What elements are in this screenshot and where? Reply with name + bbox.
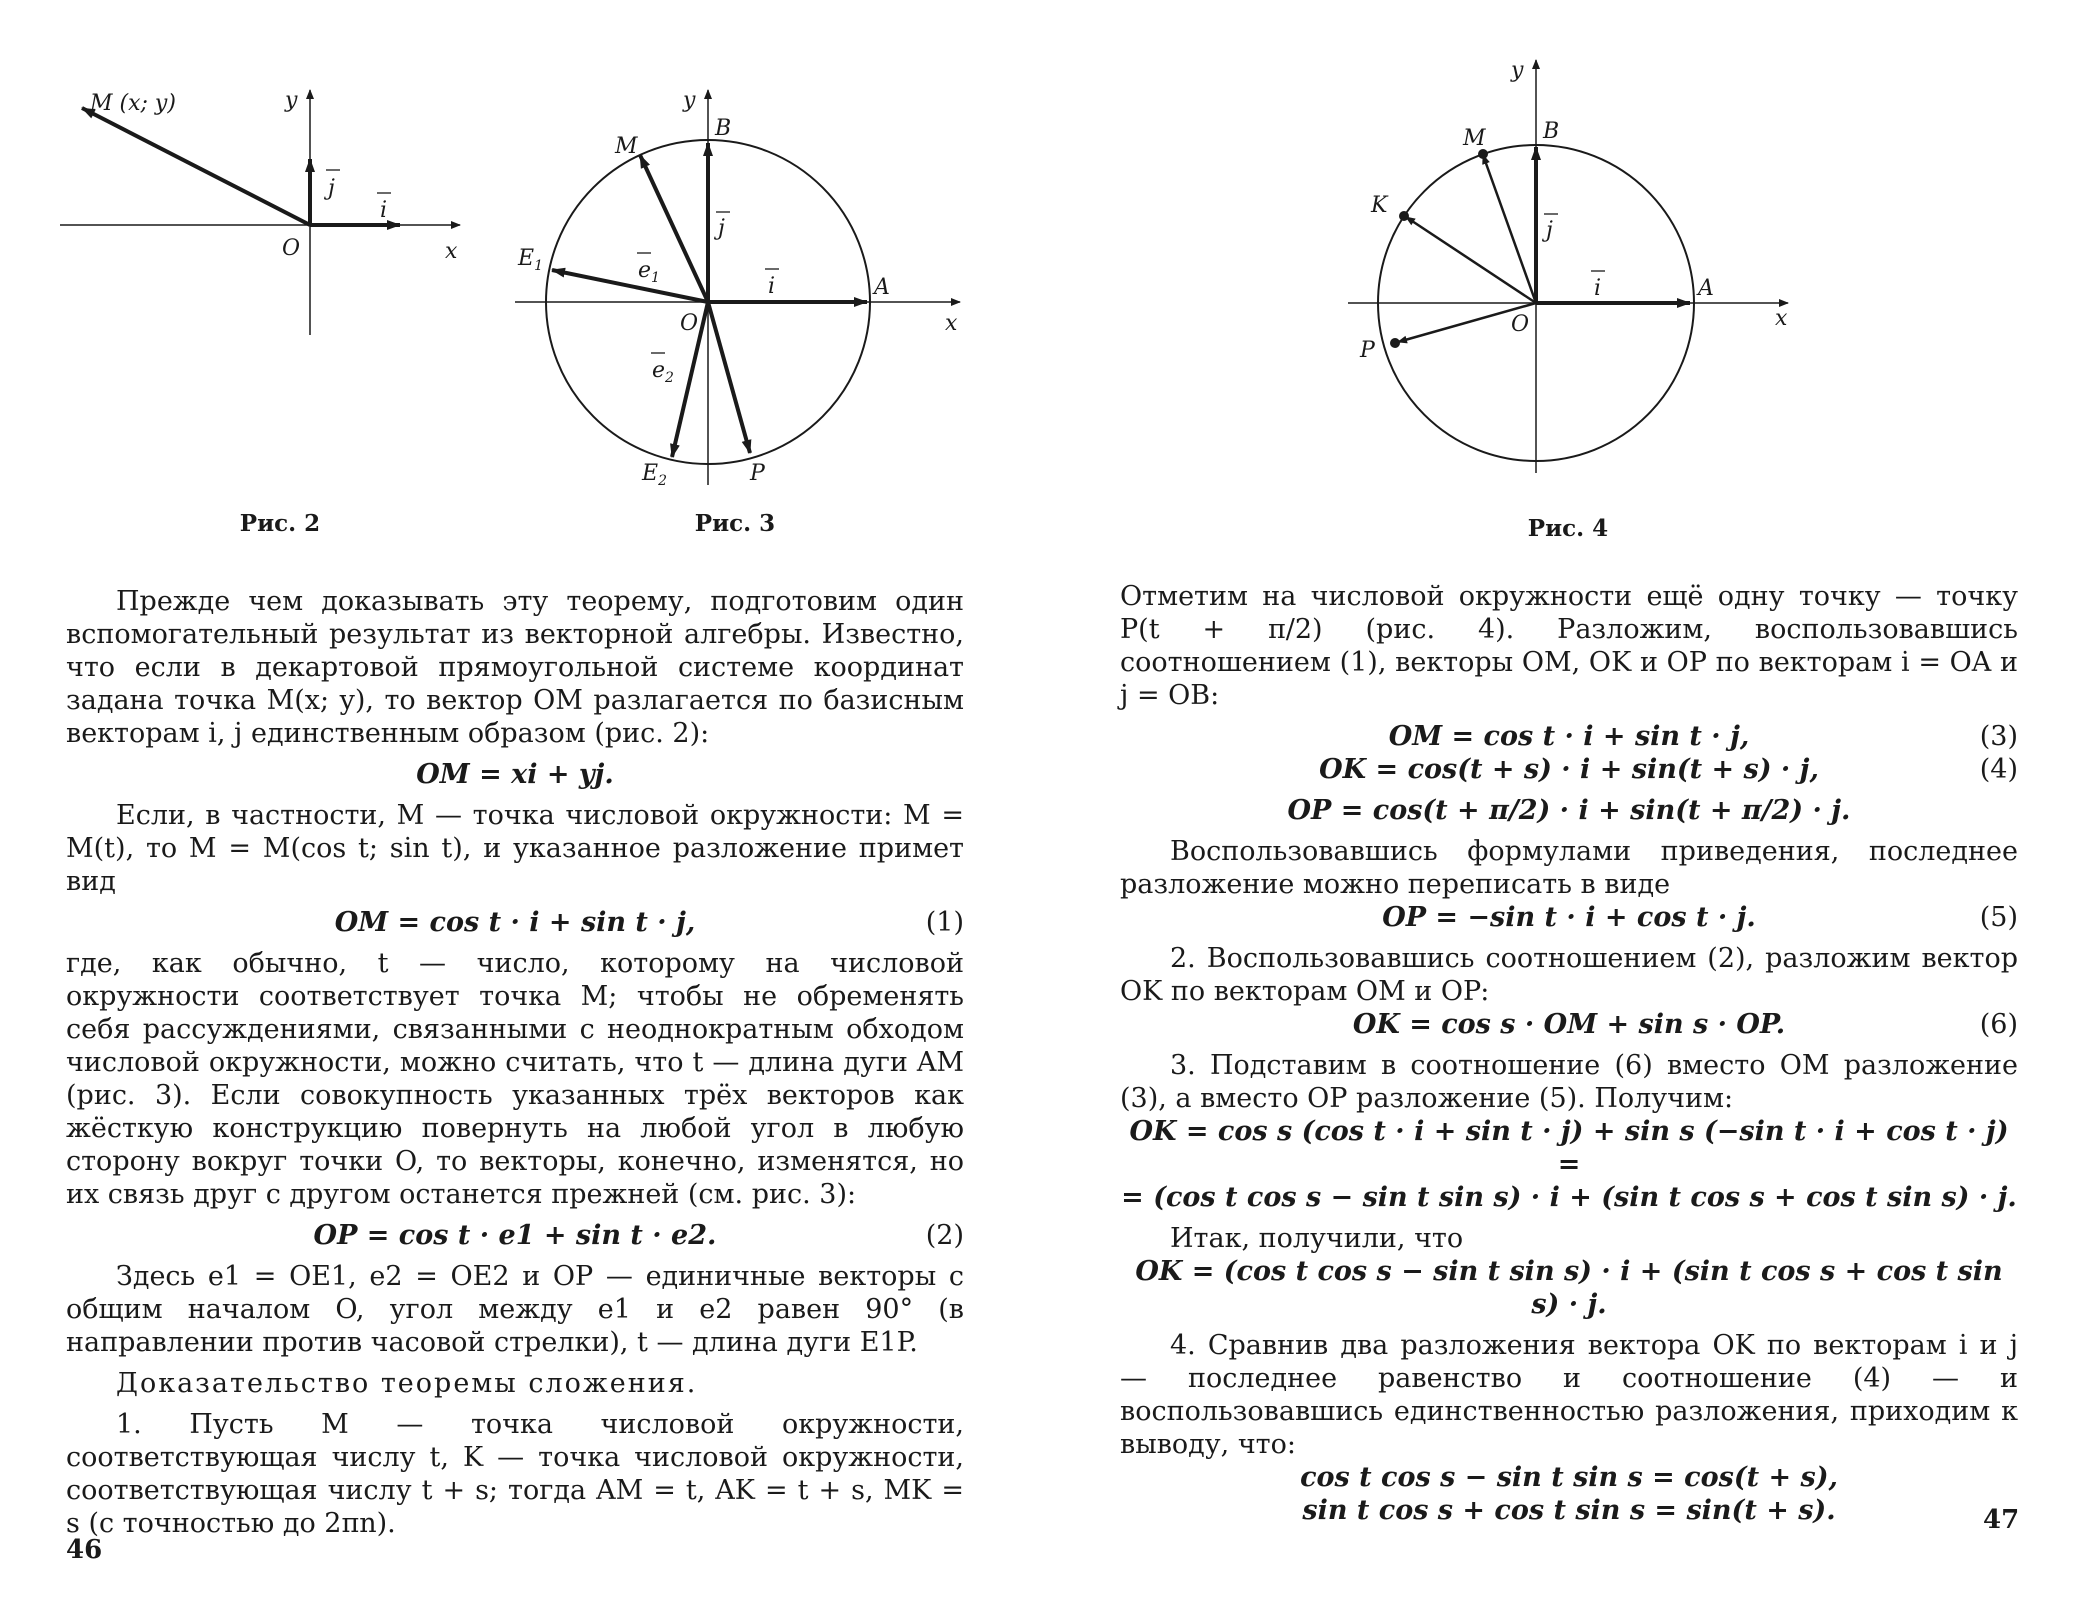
label-m: M (x; y) [90, 91, 176, 116]
formula: = (cos t cos s − sin t sin s) · i + (sin t cos s + cos t sin s) · j. [1121, 1182, 2017, 1213]
paragraph: 4. Сравнив два разложения вектора OK по векторам i и j — последнее равенство и соотношение (4) — и воспользовавшись единственностью разложения, приходим к выводу, что: [1120, 1330, 2018, 1460]
formula: OK = cos s (cos t · i + sin t · j) + sin s (−sin t · i + cos t · j) = [1129, 1116, 2009, 1180]
point-k [1399, 211, 1409, 221]
label-y: y [683, 88, 696, 113]
label-x: x [1775, 306, 1788, 331]
paragraph: Если, в частности, M — точка числовой окружности: M = M(t), то M = M(cos t; sin t), и указанное разложение примет вид [66, 800, 964, 897]
label-b: B [715, 116, 732, 141]
vector-om [1483, 155, 1536, 303]
label-e2-vector: $e_2$ [652, 358, 674, 386]
right-body-text [1120, 580, 2018, 1527]
label-p: P [1360, 338, 1375, 363]
label-o: O [1511, 312, 1530, 337]
formula: sin t cos s + cos t sin s = sin(t + s). [1302, 1495, 1836, 1526]
figure-4-caption: Рис. 4 [1527, 515, 1609, 542]
figure-3 [500, 85, 980, 495]
vector-om [82, 108, 310, 225]
formula-2 [66, 1219, 964, 1252]
label-i: i [1594, 276, 1602, 301]
formula: OP = cos(t + π/2) · i + sin(t + π/2) · j. [1287, 795, 1851, 826]
formula: OK = (cos t cos s − sin t sin s) · i + (sin t cos s + cos t sin s) · j. [1135, 1256, 2003, 1320]
label-a: A [1698, 276, 1714, 301]
formula-5 [1120, 901, 2018, 934]
equation-number: (5) [1979, 902, 2018, 933]
paragraph: 1. Пусть M — точка числовой окружности, соответствующая числу t, K — точка числовой окружности, соответствующая числу t + s; тогда AM = t, AK = t + s, MK = s (с точностью до 2πn). [66, 1409, 964, 1539]
figure-3-diagram [500, 85, 980, 495]
formula: OM = cos t · i + sin t · j, [1388, 721, 1750, 752]
label-e1-vector: $e_1$ [638, 258, 660, 286]
formula: OM = xi + yj. [416, 759, 614, 790]
equation-number: (2) [925, 1220, 964, 1251]
formula: OK = cos(t + s) · i + sin(t + s) · j, [1319, 754, 1819, 785]
label-o: O [680, 311, 699, 336]
label-k: K [1371, 193, 1388, 218]
formula-6 [1120, 1008, 2018, 1041]
page-number: 47 [1983, 1505, 2020, 1535]
equation-number: (1) [925, 907, 964, 938]
formula: OM = cos t · i + sin t · j, [334, 907, 696, 938]
label-o: O [282, 236, 301, 261]
formula: OP = −sin t · i + cos t · j. [1382, 902, 1756, 933]
label-b: B [1543, 119, 1560, 144]
label-m: M [1463, 126, 1486, 151]
label-y: y [285, 88, 298, 113]
paragraph: Прежде чем доказывать эту теорему, подготовим один вспомогательный результат из векторной алгебры. Известно, что если в декартовой прямоугольной системе координат задана точка M(x; y), то вектор OM разлагается по базисным векторам i, j единственным образом (рис. 2): [66, 586, 964, 749]
page-number: 46 [66, 1535, 103, 1565]
paragraph: 2. Воспользовавшись соотношением (2), разложим вектор OK по векторам OM и OP: [1120, 943, 2018, 1007]
paragraph: 3. Подставим в соотношение (6) вместо OM разложение (3), а вместо OP разложение (5). Получим: [1120, 1050, 2018, 1114]
label-p: P [750, 461, 765, 486]
formula: cos t cos s − sin t sin s = cos(t + s), [1300, 1462, 1838, 1493]
label-m: M [615, 134, 638, 159]
equation-number: (3) [1979, 721, 2018, 752]
section-heading: Доказательство теоремы сложения. [116, 1368, 698, 1399]
vector-ok [1406, 217, 1536, 303]
paragraph: Итак, получили, что [1170, 1223, 1464, 1254]
point-p [1390, 338, 1400, 348]
label-e2-point: $E_2$ [642, 461, 667, 489]
figure-2-caption: Рис. 2 [239, 510, 321, 537]
equation-number: (4) [1979, 754, 2018, 785]
label-a: A [874, 275, 890, 300]
paragraph: где, как обычно, t — число, которому на числовой окружности соответствует точка M; чтобы не обременять себя рассуждениями, связанными с неоднократным обходом числовой окружности, можно считать, что t — длина дуги AM (рис. 3). Если совокупность указанных трёх векторов как жёсткую конструкцию повернуть на любой угол в любую сторону вокруг точки O, то векторы, конечно, изменятся, но их связь друг с другом останется прежней (см. рис. 3): [66, 948, 964, 1210]
label-x: x [445, 239, 458, 264]
figure-2 [60, 85, 480, 345]
paragraph: Отметим на числовой окружности ещё одну точку — точку P(t + π/2) (рис. 4). Разложим, воспользовавшись соотношением (1), векторы OM, OK и OP по векторам i = OA и j = OB: [1120, 581, 2018, 711]
formula-4 [1120, 753, 2018, 786]
formula: OK = cos s · OM + sin s · OP. [1352, 1009, 1786, 1040]
figure-4-diagram [1338, 55, 1818, 475]
label-i: i [768, 274, 776, 299]
label-e1-point: $E_1$ [518, 246, 543, 274]
label-j: j [718, 216, 725, 241]
figure-4 [1338, 55, 1818, 475]
vector-op [708, 302, 750, 453]
label-j: j [1546, 218, 1553, 243]
vector-oe1 [552, 270, 708, 302]
label-y: y [1511, 58, 1524, 83]
figure-3-caption: Рис. 3 [694, 510, 776, 537]
label-i: i [380, 198, 388, 223]
paragraph: Здесь e1 = OE1, e2 = OE2 и OP — единичные векторы с общим началом O, угол между e1 и e2 равен 90° (в направлении против часовой стрелки), t — длина дуги E1P. [66, 1261, 964, 1358]
formula-3 [1120, 720, 2018, 753]
left-body-text [66, 585, 964, 1540]
label-x: x [945, 311, 958, 336]
page-47 [1038, 0, 2076, 1605]
paragraph: Воспользовавшись формулами приведения, последнее разложение можно переписать в виде [1120, 836, 2018, 900]
label-j: j [328, 176, 335, 201]
equation-number: (6) [1979, 1009, 2018, 1040]
figure-2-diagram [60, 85, 480, 345]
formula: OP = cos t · e1 + sin t · e2. [313, 1220, 717, 1251]
formula-1 [66, 906, 964, 939]
